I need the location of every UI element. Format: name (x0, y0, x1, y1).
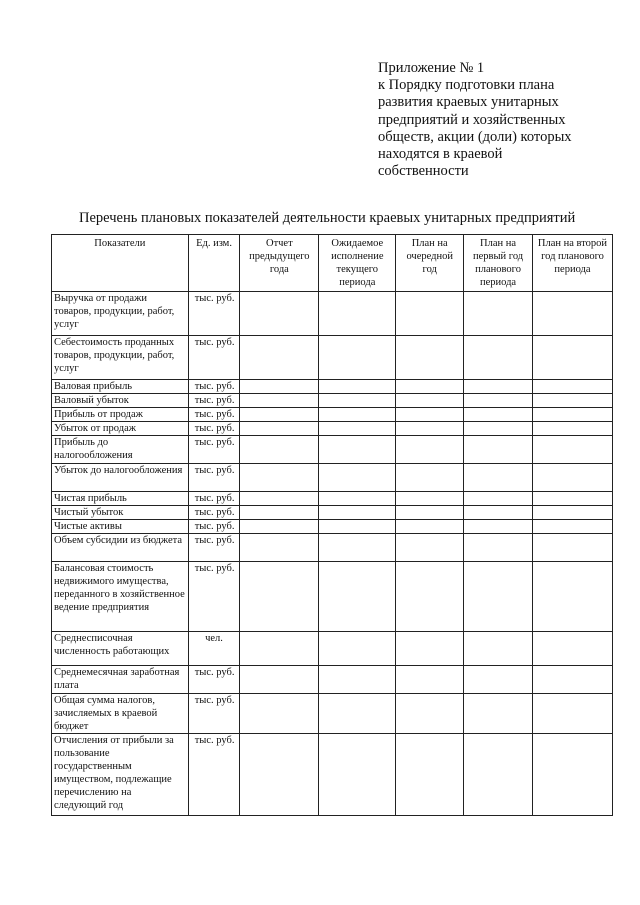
value-cell (532, 694, 612, 734)
table-row (52, 694, 613, 734)
value-cell (319, 380, 396, 394)
value-cell (396, 336, 464, 380)
value-cell (532, 534, 612, 562)
indicator-cell: Балансовая стоимость недвижимого имущества, переданного в хозяйственное ведение предприятия (52, 562, 189, 632)
value-cell (396, 534, 464, 562)
value-cell (464, 464, 533, 492)
value-cell (396, 506, 464, 520)
unit-cell: тыс. руб. (188, 436, 240, 464)
value-cell (532, 380, 612, 394)
value-cell (319, 464, 396, 492)
value-cell (464, 520, 533, 534)
unit-cell: тыс. руб. (188, 506, 240, 520)
value-cell (240, 666, 319, 694)
value-cell (464, 632, 533, 666)
value-cell (319, 506, 396, 520)
value-cell (396, 694, 464, 734)
unit-cell: тыс. руб. (188, 734, 240, 816)
indicator-cell: Убыток от продаж (52, 422, 189, 436)
table-row (52, 380, 613, 394)
value-cell (464, 336, 533, 380)
table-row (52, 394, 613, 408)
table-row (52, 506, 613, 520)
value-cell (240, 436, 319, 464)
table-row (52, 492, 613, 506)
value-cell (396, 292, 464, 336)
appendix-line: развития краевых унитарных (378, 94, 559, 111)
indicator-cell: Убыток до налогообложения (52, 464, 189, 492)
value-cell (396, 632, 464, 666)
value-cell (240, 520, 319, 534)
value-cell (240, 380, 319, 394)
value-cell (464, 292, 533, 336)
indicator-cell: Валовая прибыль (52, 380, 189, 394)
value-cell (240, 492, 319, 506)
value-cell (532, 408, 612, 422)
indicator-cell: Среднесписочная численность работающих (52, 632, 189, 666)
value-cell (319, 520, 396, 534)
value-cell (532, 734, 612, 816)
value-cell (464, 694, 533, 734)
value-cell (464, 562, 533, 632)
value-cell (396, 394, 464, 408)
value-cell (319, 336, 396, 380)
value-cell (319, 436, 396, 464)
value-cell (532, 562, 612, 632)
value-cell (532, 464, 612, 492)
table-row (52, 436, 613, 464)
appendix-line: к Порядку подготовки плана (378, 77, 555, 94)
value-cell (240, 506, 319, 520)
unit-cell: тыс. руб. (188, 408, 240, 422)
value-cell (396, 464, 464, 492)
header-plan-first-year: План на первый год планового периода (464, 235, 533, 292)
unit-cell: тыс. руб. (188, 562, 240, 632)
indicator-cell: Чистые активы (52, 520, 189, 534)
indicator-cell: Общая сумма налогов, зачисляемых в краевой бюджет (52, 694, 189, 734)
value-cell (532, 520, 612, 534)
indicator-cell: Отчисления от прибыли за пользование государственным имуществом, подлежащие перечислению на следующий год (52, 734, 189, 816)
indicator-cell: Прибыль от продаж (52, 408, 189, 422)
value-cell (532, 492, 612, 506)
appendix-line: Приложение № 1 (378, 60, 485, 76)
header-plan-next-year: План на очередной год (396, 235, 464, 292)
unit-cell: тыс. руб. (188, 422, 240, 436)
value-cell (532, 422, 612, 436)
value-cell (240, 408, 319, 422)
table-header-row (52, 235, 613, 292)
value-cell (240, 562, 319, 632)
header-indicator: Показатели (52, 235, 189, 292)
value-cell (240, 292, 319, 336)
appendix-line: находятся в краевой (378, 146, 503, 163)
value-cell (396, 562, 464, 632)
table-row (52, 632, 613, 666)
header-prev-year-report: Отчет предыдущего года (240, 235, 319, 292)
value-cell (464, 666, 533, 694)
table-row (52, 292, 613, 336)
table-row (52, 562, 613, 632)
table-row (52, 666, 613, 694)
table-row (52, 520, 613, 534)
value-cell (319, 666, 396, 694)
value-cell (319, 292, 396, 336)
value-cell (464, 394, 533, 408)
unit-cell: тыс. руб. (188, 394, 240, 408)
table-row (52, 422, 613, 436)
indicator-cell: Среднемесячная заработная плата (52, 666, 189, 694)
indicator-cell: Чистая прибыль (52, 492, 189, 506)
value-cell (396, 380, 464, 394)
value-cell (319, 492, 396, 506)
value-cell (396, 520, 464, 534)
value-cell (396, 436, 464, 464)
unit-cell: тыс. руб. (188, 464, 240, 492)
value-cell (396, 422, 464, 436)
table-row (52, 534, 613, 562)
value-cell (532, 436, 612, 464)
table-row (52, 734, 613, 816)
appendix-note (378, 60, 618, 180)
unit-cell: тыс. руб. (188, 666, 240, 694)
unit-cell: тыс. руб. (188, 492, 240, 506)
value-cell (464, 436, 533, 464)
value-cell (319, 632, 396, 666)
value-cell (240, 422, 319, 436)
value-cell (240, 464, 319, 492)
value-cell (396, 492, 464, 506)
value-cell (319, 694, 396, 734)
value-cell (396, 734, 464, 816)
table-row (52, 464, 613, 492)
indicators-table (51, 234, 613, 816)
value-cell (396, 408, 464, 422)
value-cell (319, 562, 396, 632)
header-expected-current: Ожидаемое исполнение текущего периода (319, 235, 396, 292)
value-cell (464, 534, 533, 562)
value-cell (319, 408, 396, 422)
header-plan-second-year: План на второй год планового периода (532, 235, 612, 292)
value-cell (464, 380, 533, 394)
value-cell (240, 632, 319, 666)
appendix-line: собственности (378, 163, 469, 180)
value-cell (319, 422, 396, 436)
unit-cell: тыс. руб. (188, 534, 240, 562)
appendix-line: обществ, акции (доли) которых (378, 128, 572, 145)
unit-cell: тыс. руб. (188, 380, 240, 394)
unit-cell: тыс. руб. (188, 336, 240, 380)
value-cell (532, 666, 612, 694)
value-cell (396, 666, 464, 694)
value-cell (240, 534, 319, 562)
unit-cell: тыс. руб. (188, 520, 240, 534)
value-cell (532, 292, 612, 336)
value-cell (532, 632, 612, 666)
header-unit: Ед. изм. (188, 235, 240, 292)
value-cell (464, 734, 533, 816)
value-cell (240, 694, 319, 734)
indicator-cell: Валовый убыток (52, 394, 189, 408)
document-title: Перечень плановых показателей деятельности краевых унитарных предприятий (79, 210, 576, 226)
indicator-cell: Объем субсидии из бюджета (52, 534, 189, 562)
value-cell (464, 506, 533, 520)
table-row (52, 408, 613, 422)
value-cell (532, 394, 612, 408)
value-cell (240, 336, 319, 380)
value-cell (240, 734, 319, 816)
value-cell (319, 394, 396, 408)
value-cell (240, 394, 319, 408)
value-cell (532, 506, 612, 520)
value-cell (319, 734, 396, 816)
unit-cell: тыс. руб. (188, 694, 240, 734)
appendix-line: предприятий и хозяйственных (378, 111, 566, 128)
unit-cell: чел. (188, 632, 240, 666)
value-cell (532, 336, 612, 380)
value-cell (464, 422, 533, 436)
indicator-cell: Прибыль до налогообложения (52, 436, 189, 464)
table-row (52, 336, 613, 380)
indicator-cell: Чистый убыток (52, 506, 189, 520)
indicator-cell: Себестоимость проданных товаров, продукции, работ, услуг (52, 336, 189, 380)
value-cell (319, 534, 396, 562)
value-cell (464, 408, 533, 422)
value-cell (464, 492, 533, 506)
indicator-cell: Выручка от продажи товаров, продукции, работ, услуг (52, 292, 189, 336)
unit-cell: тыс. руб. (188, 292, 240, 336)
